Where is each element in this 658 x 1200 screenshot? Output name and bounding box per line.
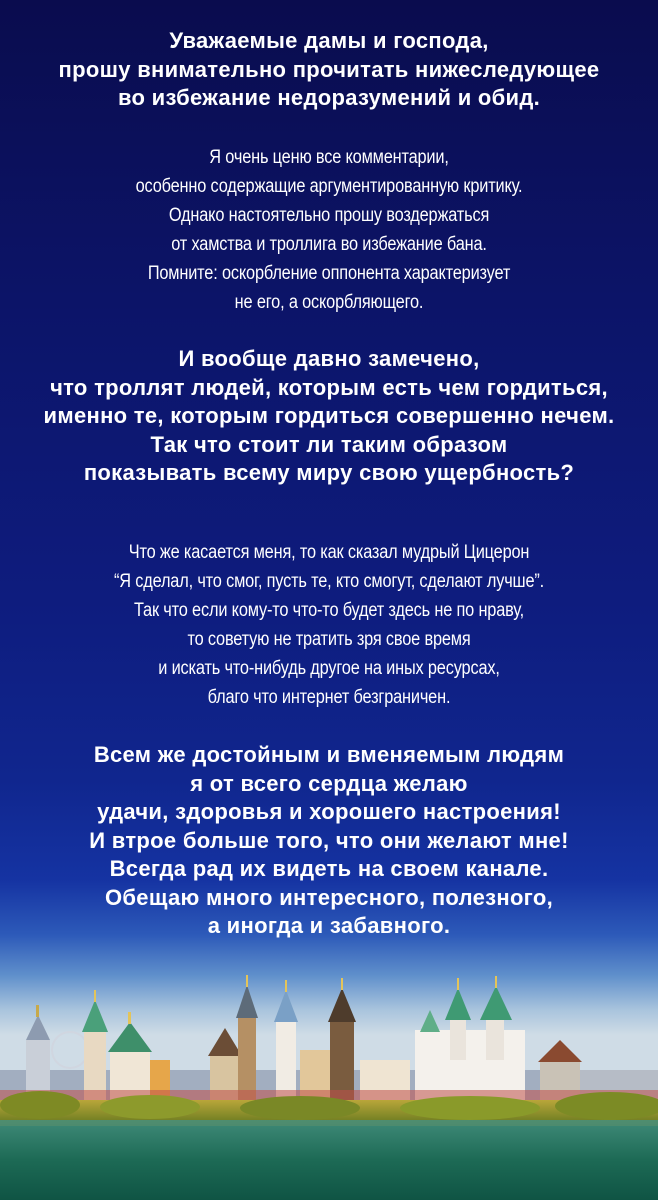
text-line: удачи, здоровья и хорошего настроения! bbox=[97, 799, 561, 824]
text-line: И вообще давно замечено, bbox=[178, 346, 480, 371]
text-line: то советую не тратить зря свое время bbox=[187, 629, 471, 650]
text-line: от хамства и троллига во избежание бана. bbox=[171, 234, 487, 255]
text-line: показывать всему миру свою ущербность? bbox=[83, 460, 575, 485]
text-line: И втрое больше того, что они желают мне! bbox=[89, 827, 569, 853]
comments-paragraph bbox=[46, 143, 612, 317]
text-line: во избежание недоразумений и обид. bbox=[117, 85, 541, 110]
text-line: Так что если кому-то что-то будет здесь не по нраву, bbox=[133, 600, 525, 621]
kremlin-landscape-image bbox=[0, 960, 658, 1200]
text-line: особенно содержащие аргументированную критику. bbox=[135, 176, 523, 197]
text-line: я от всего сердца желаю bbox=[190, 770, 468, 796]
text-line: благо что интернет безграничен. bbox=[207, 687, 451, 708]
text-line: Уважаемые дамы и господа, bbox=[169, 28, 489, 53]
left-towers bbox=[26, 990, 170, 1100]
wishes-paragraph bbox=[0, 741, 658, 941]
text-line: не его, а оскорбляющего. bbox=[234, 292, 424, 313]
text-line: прошу внимательно прочитать нижеследующее bbox=[58, 56, 600, 82]
text-line: “Я сделал, что смог, пусть те, кто смогут, сделают лучше”. bbox=[113, 571, 545, 592]
text-line: именно те, которым гордиться совершенно нечем. bbox=[43, 403, 615, 428]
text-line: Так что стоит ли таким образом bbox=[150, 431, 508, 457]
text-line: а иногда и забавного. bbox=[207, 913, 451, 938]
pond-water bbox=[0, 1120, 658, 1200]
intro-paragraph bbox=[0, 27, 658, 113]
trolls-paragraph bbox=[0, 345, 658, 488]
cicero-paragraph bbox=[46, 538, 612, 712]
text-line: Однако настоятельно прошу воздержаться bbox=[168, 205, 490, 226]
text-line: Обещаю много интересного, полезного, bbox=[104, 884, 554, 910]
center-towers bbox=[208, 975, 410, 1105]
text-line: Всем же достойным и вменяемым людям bbox=[93, 742, 565, 767]
text-line: и искать что-нибудь другое на иных ресурсах, bbox=[158, 658, 500, 679]
text-line: Я очень ценю все комментарии, bbox=[209, 147, 449, 168]
text-line: что троллят людей, которым есть чем гордиться, bbox=[50, 374, 608, 400]
text-line: Что же касается меня, то как сказал мудрый Цицерон bbox=[128, 542, 530, 563]
text-line: Помните: оскорбление оппонента характеризует bbox=[147, 263, 511, 284]
text-line: Всегда рад их видеть на своем канале. bbox=[109, 856, 549, 881]
